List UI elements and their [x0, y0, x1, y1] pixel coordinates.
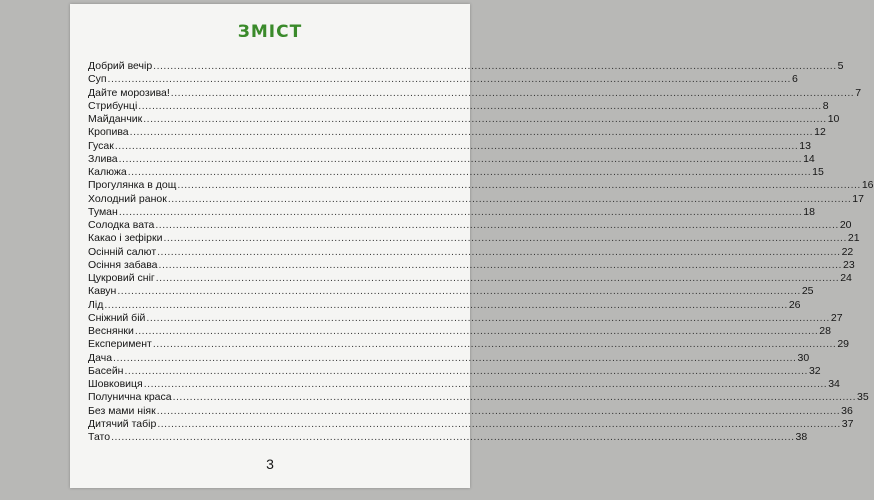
dot-leader: ........................................................................................................................................................................................................ — [163, 232, 847, 245]
toc-entry — [88, 205, 815, 219]
toc-entry-title: Лід — [88, 298, 104, 311]
dot-leader: ........................................................................................................................................................................................................ — [107, 73, 791, 86]
toc-entry-title: Басейн — [88, 364, 124, 377]
toc-entry-page: 5 — [837, 60, 844, 72]
dot-leader: ........................................................................................................................................................................................................ — [138, 99, 822, 112]
dot-leader: ........................................................................................................................................................................................................ — [134, 325, 819, 337]
dot-leader: ........................................................................................................................................................................................................ — [156, 404, 841, 417]
toc-entry — [88, 73, 798, 86]
toc-entry-title: Добрий вечір — [88, 60, 153, 72]
toc-entry — [88, 285, 814, 298]
toc-entry — [88, 60, 844, 73]
toc-entry-page: 34 — [828, 378, 840, 390]
toc-entry — [88, 404, 853, 418]
toc-entry — [88, 272, 852, 285]
toc-entry — [88, 311, 843, 325]
toc-entry-title: Злива — [88, 152, 118, 165]
toc-entry-page: 22 — [841, 245, 854, 258]
toc-entry-page: 7 — [855, 86, 862, 99]
toc-entry-title: Дача — [88, 351, 113, 364]
dot-leader: ........................................................................................................................................................................................................ — [170, 86, 855, 99]
toc-entry — [88, 258, 855, 272]
toc-entry-title: Осінній салют — [88, 245, 157, 258]
dot-leader: ........................................................................................................................................................................................................ — [143, 113, 827, 125]
toc-entry-page: 35 — [857, 391, 869, 404]
toc-entry-title: Тато — [88, 431, 111, 443]
toc-entry-page: 38 — [795, 431, 808, 443]
toc-entry-page: 27 — [830, 311, 843, 324]
toc-entry-page: 6 — [791, 73, 798, 86]
page-number: 3 — [266, 456, 274, 472]
toc-entry-page: 20 — [839, 219, 852, 231]
dot-leader: ........................................................................................................................................................................................................ — [124, 364, 808, 377]
toc-entry-title: Какао і зефірки — [88, 232, 163, 245]
toc-entry-page: 18 — [803, 205, 815, 218]
toc-entry-page: 37 — [841, 417, 854, 430]
toc-entry-title: Стрибунці — [88, 99, 138, 112]
toc-entry-page: 12 — [814, 126, 826, 139]
table-of-contents — [88, 60, 874, 444]
toc-entry-page: 10 — [827, 113, 840, 125]
toc-entry-page: 21 — [847, 232, 860, 245]
dot-leader: ........................................................................................................................................................................................................ — [129, 126, 814, 139]
page-title: ЗМІСТ — [237, 22, 303, 42]
toc-entry-title: Шовковиця — [88, 378, 143, 390]
toc-entry — [88, 378, 840, 391]
toc-entry-title: Цукровий сніг — [88, 272, 155, 284]
toc-entry — [88, 338, 850, 351]
toc-entry — [88, 417, 854, 431]
toc-entry-page: 26 — [788, 298, 801, 311]
toc-entry-title: Без мами ніяк — [88, 404, 156, 417]
toc-entry-title: Калюжа — [88, 166, 127, 178]
toc-entry — [88, 391, 869, 404]
toc-entry-title: Кропива — [88, 126, 129, 139]
toc-entry-page: 36 — [841, 404, 853, 417]
toc-entry-title: Холодний ранок — [88, 192, 167, 205]
dot-leader: ........................................................................................................................................................................................................ — [155, 272, 840, 284]
toc-entry — [88, 431, 808, 444]
toc-entry — [88, 325, 831, 338]
toc-entry-page: 28 — [819, 325, 831, 337]
dot-leader: ........................................................................................................................................................................................................ — [117, 285, 801, 298]
toc-entry-title: Дитячий табір — [88, 417, 157, 430]
dot-leader: ........................................................................................................................................................................................................ — [111, 431, 795, 443]
toc-entry — [88, 152, 815, 166]
toc-entry-page: 32 — [808, 364, 821, 377]
toc-entry-page: 13 — [799, 139, 811, 152]
dot-leader: ........................................................................................................................................................................................................ — [152, 338, 837, 351]
toc-entry-title: Експеримент — [88, 338, 152, 351]
toc-entry — [88, 166, 824, 179]
toc-entry-page: 16 — [861, 179, 874, 192]
toc-entry — [88, 126, 826, 139]
toc-entry — [88, 139, 811, 153]
toc-entry-page: 23 — [842, 258, 855, 271]
toc-entry-title: Осіння забава — [88, 258, 158, 271]
dot-leader: ........................................................................................................................................................................................................ — [118, 205, 803, 218]
book-page — [70, 4, 874, 488]
toc-entry-title: Сніжний бій — [88, 311, 146, 324]
toc-entry-title: Веснянки — [88, 325, 134, 337]
dot-leader: ........................................................................................................................................................................................................ — [157, 417, 841, 430]
toc-entry — [88, 232, 860, 245]
toc-entry — [88, 364, 821, 378]
toc-entry-title: Дайте морозива! — [88, 86, 170, 99]
toc-entry-page: 29 — [837, 338, 850, 351]
dot-leader: ........................................................................................................................................................................................................ — [158, 258, 842, 271]
toc-entry — [88, 219, 852, 232]
dot-leader: ........................................................................................................................................................................................................ — [104, 298, 788, 311]
toc-entry-title: Прогулянка в дощ — [88, 179, 177, 192]
toc-entry — [88, 113, 840, 126]
toc-entry-page: 15 — [812, 166, 824, 178]
dot-leader: ........................................................................................................................................................................................................ — [153, 60, 837, 72]
dot-leader: ........................................................................................................................................................................................................ — [143, 378, 828, 390]
toc-entry — [88, 99, 829, 113]
toc-entry — [88, 86, 862, 100]
toc-entry-title: Полунична краса — [88, 391, 172, 404]
dot-leader: ........................................................................................................................................................................................................ — [172, 391, 857, 404]
toc-entry-title: Туман — [88, 205, 118, 218]
dot-leader: ........................................................................................................................................................................................................ — [127, 166, 812, 178]
dot-leader: ........................................................................................................................................................................................................ — [177, 179, 861, 192]
dot-leader: ........................................................................................................................................................................................................ — [113, 351, 797, 364]
toc-entry-page: 24 — [840, 272, 852, 284]
toc-entry-page: 25 — [801, 285, 814, 298]
toc-entry — [88, 351, 810, 365]
toc-entry-title: Кавун — [88, 285, 117, 298]
toc-entry — [88, 179, 874, 192]
toc-entry-page: 17 — [852, 192, 864, 205]
toc-entry-title: Солодка вата — [88, 219, 155, 231]
toc-entry — [88, 245, 854, 259]
toc-entry-title: Майданчик — [88, 113, 143, 125]
dot-leader: ........................................................................................................................................................................................................ — [146, 311, 830, 324]
toc-entry-title: Суп — [88, 73, 107, 86]
dot-leader: ........................................................................................................................................................................................................ — [157, 245, 841, 258]
toc-entry — [88, 192, 864, 206]
dot-leader: ........................................................................................................................................................................................................ — [155, 219, 839, 231]
toc-entry — [88, 298, 801, 312]
toc-entry-page: 14 — [803, 152, 815, 165]
toc-entry-page: 8 — [822, 99, 829, 112]
dot-leader: ........................................................................................................................................................................................................ — [167, 192, 852, 205]
dot-leader: ........................................................................................................................................................................................................ — [118, 152, 803, 165]
toc-entry-page: 30 — [797, 351, 810, 364]
toc-entry-title: Гусак — [88, 139, 114, 152]
dot-leader: ........................................................................................................................................................................................................ — [114, 139, 799, 152]
